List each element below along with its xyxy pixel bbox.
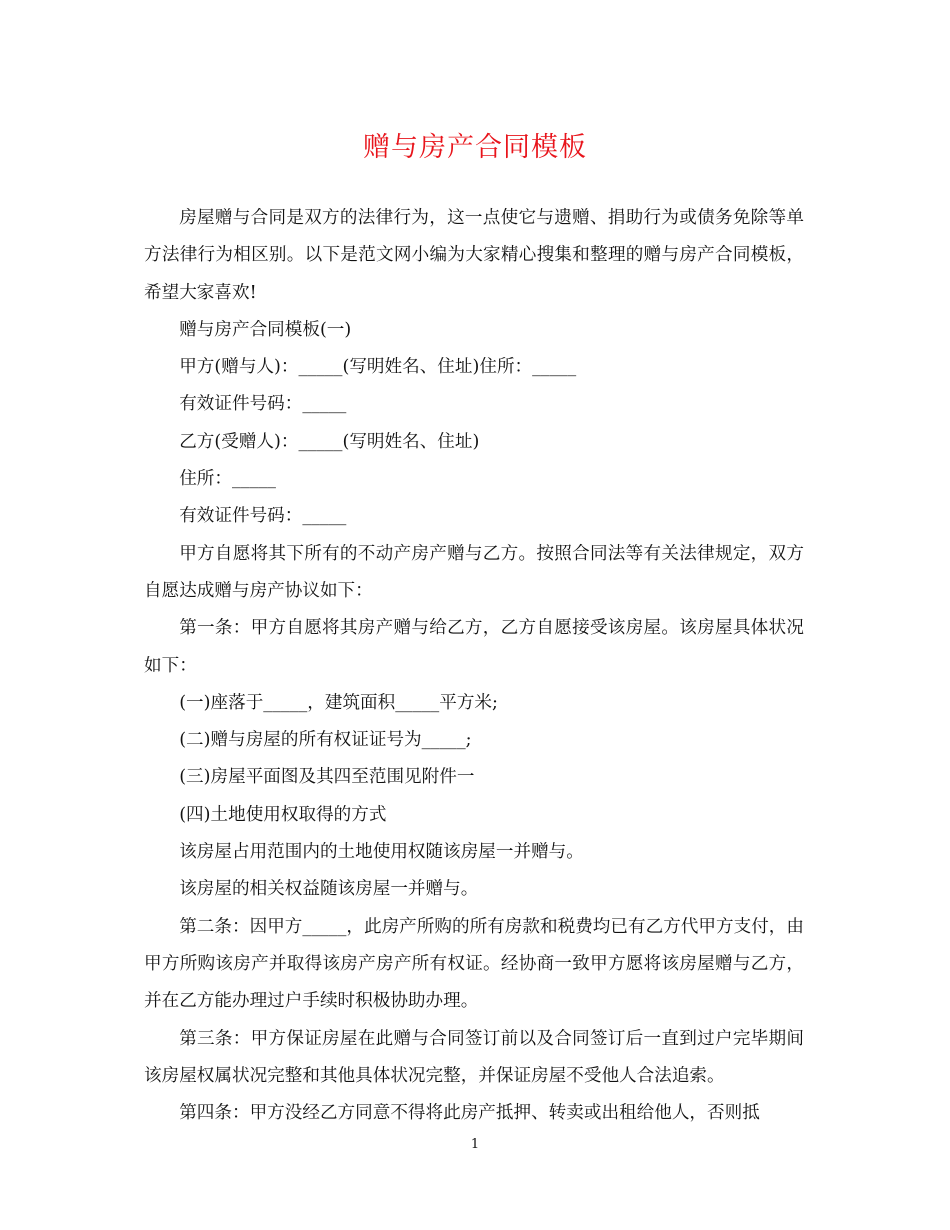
paragraph-article-3: 第三条：甲方保证房屋在此赠与合同签订前以及合同签订后一直到过户完毕期间该房屋权属状况完整和其他具体状况完整，并保证房屋不受他人合法追索。 (144, 1028, 804, 1086)
paragraph-agreement: 甲方自愿将其下所有的不动产房产赠与乙方。按照合同法等有关法律规定，双方自愿达成赠与房产协议如下： (144, 543, 804, 601)
paragraph-land-use: 该房屋占用范围内的土地使用权随该房屋一并赠与。 (179, 842, 584, 863)
page-number: 1 (470, 1137, 480, 1152)
document-title: 赠与房产合同模板 (363, 132, 587, 163)
paragraph-related-rights: 该房屋的相关权益随该房屋一并赠与。 (179, 879, 479, 900)
paragraph-party-b-id: 有效证件号码：_____ (179, 506, 347, 527)
paragraph-party-a-id: 有效证件号码：_____ (179, 394, 347, 415)
paragraph-party-a: 甲方(赠与人)：_____(写明姓名、住址)住所：_____ (179, 357, 577, 378)
paragraph-article-2: 第二条：因甲方_____，此房产所购的所有房款和税费均已有乙方代甲方支付，由甲方所购该房产并取得该房产房产所有权证。经协商一致甲方愿将该房屋赠与乙方，并在乙方能办理过户手续时积极协助办理。 (144, 916, 804, 1012)
paragraph-item-3: (三)房屋平面图及其四至范围见附件一 (179, 767, 475, 788)
document-body (144, 200, 804, 1132)
paragraph-party-b: 乙方(受赠人)：_____(写明姓名、住址) (179, 431, 480, 452)
paragraph-item-2: (二)赠与房屋的所有权证证号为_____; (179, 730, 472, 751)
paragraph-party-b-address: 住所：_____ (179, 469, 276, 490)
paragraph-item-1: (一)座落于_____，建筑面积_____平方米; (179, 692, 498, 713)
paragraph-article-4: 第四条：甲方没经乙方同意不得将此房产抵押、转卖或出租给他人，否则抵 (179, 1103, 760, 1124)
paragraph-intro: 房屋赠与合同是双方的法律行为，这一点使它与遗赠、捐助行为或债务免除等单方法律行为相区别。以下是范文网小编为大家精心搜集和整理的赠与房产合同模板，希望大家喜欢! (144, 208, 804, 303)
paragraph-template-heading: 赠与房产合同模板(一) (179, 319, 352, 340)
paragraph-article-1: 第一条：甲方自愿将其房产赠与给乙方，乙方自愿接受该房屋。该房屋具体状况如下： (144, 618, 804, 676)
paragraph-item-4: (四)土地使用权取得的方式 (179, 804, 387, 825)
